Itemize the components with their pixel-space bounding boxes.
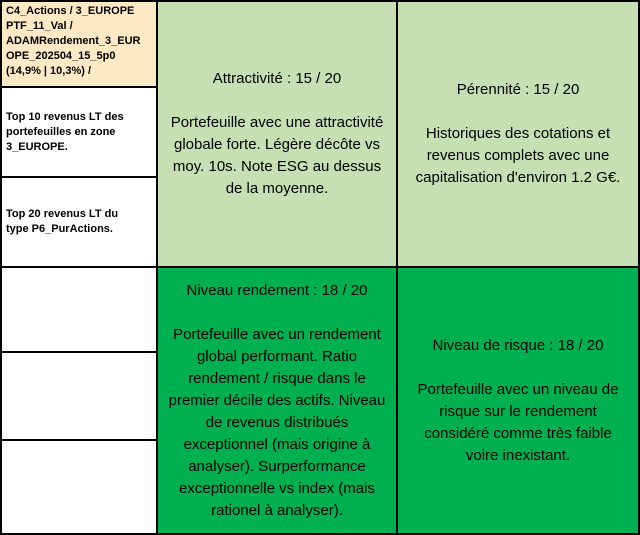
perennite-card [398, 0, 640, 268]
desc-line: analyser). Surperformance [188, 457, 366, 475]
desc-line: rationel à analyser). [211, 501, 343, 519]
desc-line: de la moyenne. [225, 180, 329, 197]
title-line: ADAMRendement_3_EUR [6, 35, 141, 47]
top10-line: Top 10 revenus LT des [6, 110, 124, 123]
top20-cell [0, 178, 158, 268]
title-line: PTF_11_Val / [6, 20, 73, 32]
desc-line: exceptionnelle vs index (mais [179, 479, 375, 497]
empty-cell [0, 441, 158, 535]
top20-line: Top 20 revenus LT du [6, 208, 119, 220]
attractivite-score: Attractivité : 15 / 20 [212, 70, 342, 87]
rendement-description [169, 324, 386, 522]
perennite-description [416, 123, 621, 189]
attractivite-card [158, 0, 398, 268]
attractivite-description [171, 112, 384, 200]
desc-line: rendement / risque dans le [188, 369, 366, 387]
desc-line: moy. 10s. Note ESG au dessus [172, 158, 382, 175]
title-line: OPE_202504_15_5p0 [6, 50, 116, 62]
desc-line: voire inexistant. [465, 446, 571, 464]
rendement-card [158, 268, 398, 535]
risque-card [398, 268, 640, 535]
desc-line: Portefeuille avec un niveau de [417, 380, 619, 398]
desc-line: exceptionnel (mais origine à [183, 435, 371, 453]
desc-line: Historiques des cotations et [425, 125, 611, 142]
perennite-score: Pérennité : 15 / 20 [456, 81, 580, 98]
desc-line: Portefeuille avec un rendement [173, 325, 381, 343]
risque-description [418, 379, 619, 467]
desc-line: revenus complets avec une [426, 147, 610, 164]
desc-line: capitalisation d'environ 1.2 G€. [415, 169, 621, 186]
risque-score: Niveau de risque : 18 / 20 [432, 336, 604, 354]
portfolio-title-cell [0, 0, 158, 88]
title-line: (14,9% | 10,3%) / [6, 65, 92, 77]
top10-cell [0, 88, 158, 178]
rendement-score: Niveau rendement : 18 / 20 [186, 281, 368, 299]
top10-line: portefeuilles en zone [6, 125, 116, 138]
top20-line: type P6_PurActions. [6, 223, 113, 235]
desc-line: de revenus distribués [205, 413, 349, 431]
desc-line: risque sur le rendement [439, 402, 597, 420]
desc-line: premier décile des actifs. Niveau [168, 391, 386, 409]
desc-line: considéré comme très faible [424, 424, 612, 442]
desc-line: global performant. Ratio [196, 347, 358, 365]
empty-cell [0, 268, 158, 353]
desc-line: globale forte. Légère décôte vs [174, 136, 380, 153]
title-line: C4_Actions / 3_EUROPE [6, 5, 135, 17]
desc-line: Portefeuille avec une attractivité [170, 114, 384, 131]
top10-line: 3_EUROPE. [6, 140, 68, 153]
empty-cell [0, 353, 158, 441]
